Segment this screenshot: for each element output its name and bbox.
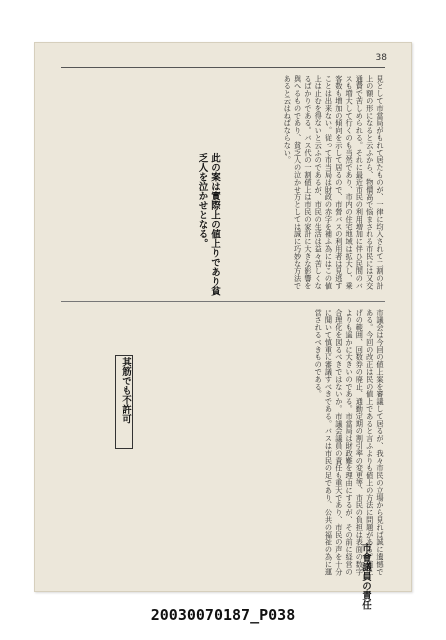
bottom-article-text: 市議会は今回の値上案を審議して居るが、我々市民の立場から見れば誠に遺憾である。今回の改正は民の値上であると言ふよりも値上の方法に問題がある。値上げの範囲、回数券の廃止、通勤定期の割引率の変更等、市民の負担は表面の数字よりも遥かに大きいのである。市當局は財政難を理由にするが、その前に経営の合理化を図るべきではないか。市議会議員の責任も重大であり、市民の声を十分に聞いて慎重に審議すべきである。バスは市民の足であり、公共の福祉の為に運営されるべきものである。 (314, 309, 385, 576)
subheading-not-permitted: 其筋でも不許可 (115, 355, 133, 449)
section-divider (61, 301, 385, 302)
top-article-text: 見として市當局がもれて居たものが、一律に均入されて二割の計上の額の形になると云ふから、物價高で悩まされる市民には又交通費で苦しめられる。それに最近市民の利用増加に伴ひ民間のバスも増大して行くのも当然であり、市内の住宅地域は拡大し、乗客数も増加の傾向を示して居るので、市營バスの利用者は見逃すことは出来ない。従って市当局は財政の赤字を補ふ為にはこの値上は止むを得ないと云ふのであるが、市民の生活は益々苦しくなるばかりである。バス代の一割値上は市民の家計に大きな影響を與へるものであり、貧乏人の泣かせ方としては誠に巧妙な方法であると云はねばならない。 (283, 75, 385, 290)
article-headline: 此の案は實際上の値上りであり貧乏人を泣かせとなる。 (196, 153, 220, 296)
archive-id-caption: 20030070187_P038 (150, 606, 296, 624)
header-rule (61, 67, 385, 68)
page-number: 38 (375, 53, 387, 63)
subheading-council-responsibility: 市會議員の責任 (360, 543, 371, 610)
document-page (34, 42, 412, 610)
